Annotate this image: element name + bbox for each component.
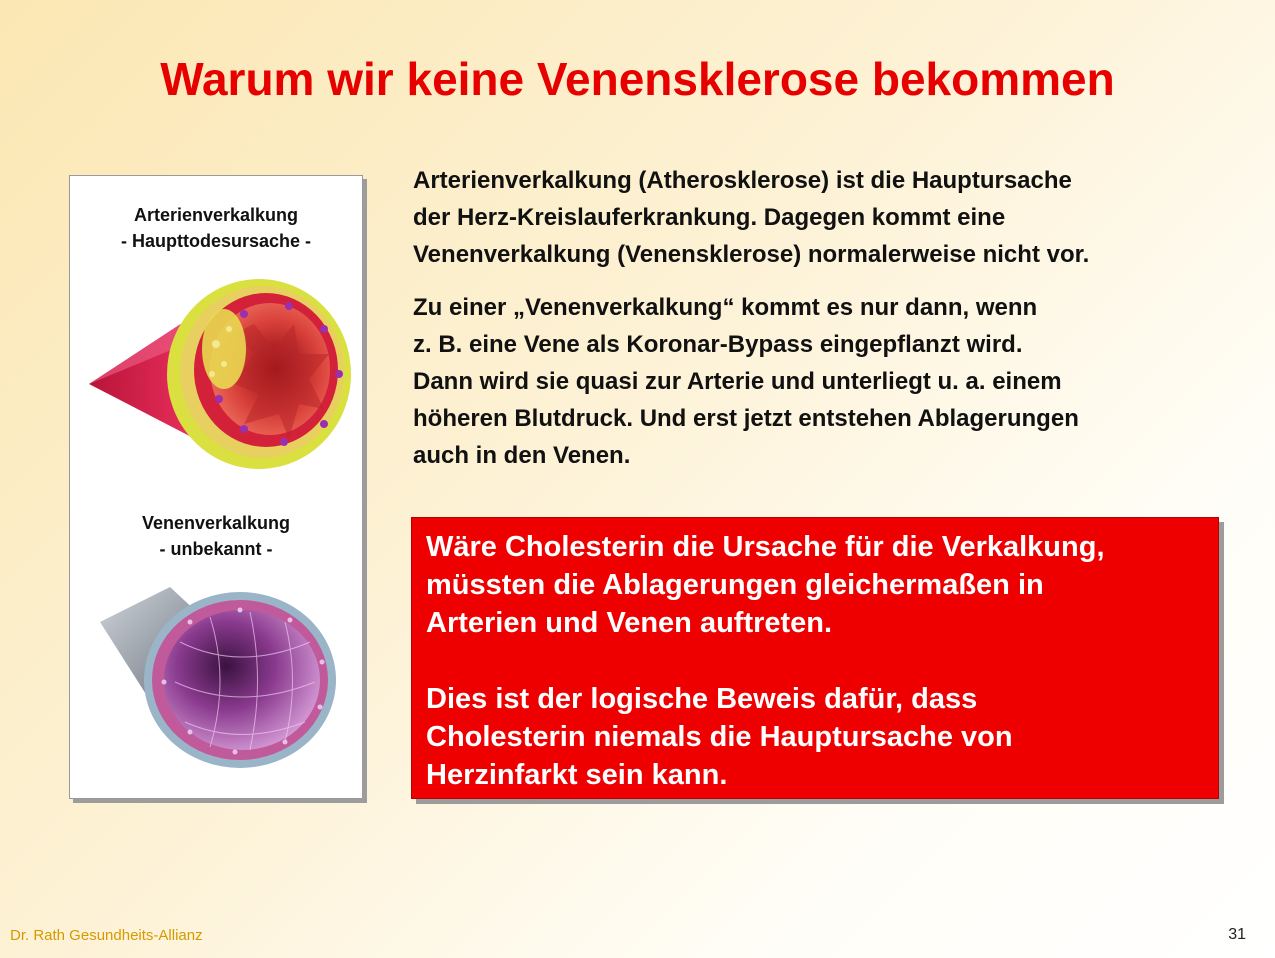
footer-organization: Dr. Rath Gesundheits-Allianz [10, 927, 203, 944]
vein-caption-title: Venenverkalkung [141, 513, 291, 533]
artery-cross-section-image [84, 274, 354, 474]
vein-cross-section-image [100, 582, 340, 772]
vein-caption [70, 510, 362, 562]
page-number: 31 [1228, 926, 1246, 943]
slide-title: Warum wir keine Venensklerose bekommen [160, 53, 1115, 105]
artery-caption-subtitle: - Haupttodesursache - [120, 231, 312, 251]
vein-caption-subtitle: - unbekannt - [159, 539, 273, 559]
explanation-paragraph-1: Arterienverkalkung (Atherosklerose) ist die Hauptursache der Herz-Kreislauferkrankung. Dagegen kommt eine Venenverkalkung (Venensklerose) normalerweise nicht vor. [413, 167, 1090, 268]
illustration-panel [69, 175, 363, 799]
artery-caption-title: Arterienverkalkung [133, 205, 299, 225]
explanation-paragraph-2: Zu einer „Venenverkalkung“ kommt es nur dann, wenn z. B. eine Vene als Koronar-Bypass eingepflanzt wird. Dann wird sie quasi zur Arterie und unterliegt u. a. einem höheren Blutdruck. Und erst jetzt entstehen Ablagerungen auch in den Venen. [413, 294, 1079, 469]
conclusion-paragraph-2: Dies ist der logische Beweis dafür, dass Cholesterin niemals die Hauptursache von Herzinfarkt sein kann. [426, 683, 1013, 791]
explanation-text [413, 162, 1233, 490]
artery-caption [70, 202, 362, 254]
conclusion-paragraph-1: Wäre Cholesterin die Ursache für die Verkalkung, müssten die Ablagerungen gleichermaßen in Arterien und Venen auftreten. [426, 531, 1105, 639]
conclusion-box [411, 517, 1219, 799]
